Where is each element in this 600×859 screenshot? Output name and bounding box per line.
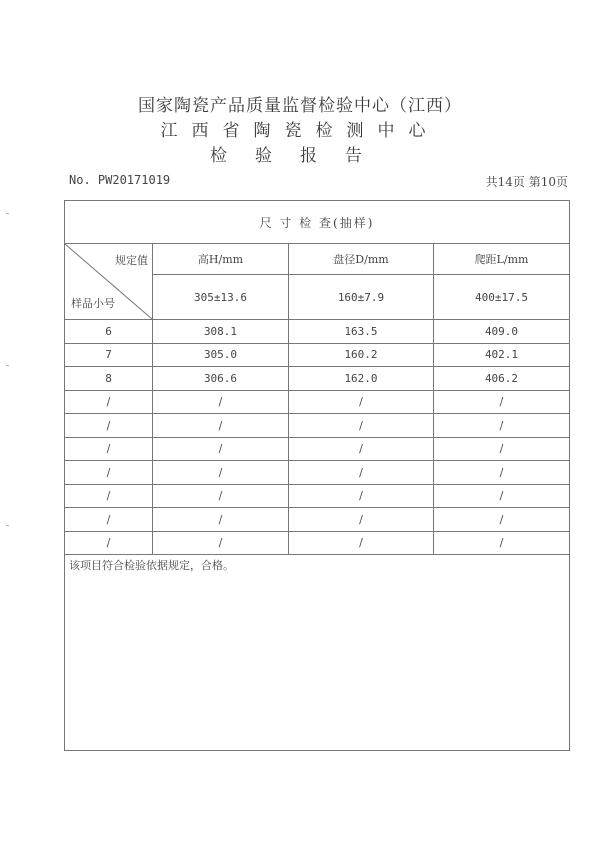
report-title-center: 国家陶瓷产品质量监督检验中心（江西）: [138, 96, 462, 116]
binding-mark: [6, 365, 9, 366]
sample-number-label: 样品小号: [71, 297, 115, 310]
creepage-value: 409.0: [434, 320, 570, 344]
diameter-value: /: [289, 390, 434, 414]
sample-number: 6: [65, 320, 153, 344]
diameter-value: /: [289, 437, 434, 461]
table-row: [65, 320, 570, 344]
creepage-value: /: [434, 508, 570, 532]
report-title-lab: 江西省陶瓷检测中心: [160, 121, 440, 141]
height-value: 306.6: [153, 367, 289, 391]
diagonal-header-cell: [65, 244, 153, 320]
sample-number: 7: [65, 343, 153, 367]
creepage-value: /: [434, 531, 570, 555]
diameter-value: /: [289, 461, 434, 485]
diameter-value: 162.0: [289, 367, 434, 391]
table-row: [65, 508, 570, 532]
column-header-diameter: 盘径D/mm: [289, 244, 434, 275]
height-value: /: [153, 484, 289, 508]
creepage-value: /: [434, 484, 570, 508]
diameter-value: 163.5: [289, 320, 434, 344]
height-value: /: [153, 461, 289, 485]
sample-number: /: [65, 414, 153, 438]
spec-diameter: 160±7.9: [289, 275, 434, 320]
sample-number: /: [65, 390, 153, 414]
spec-creepage: 400±17.5: [434, 275, 570, 320]
diameter-value: /: [289, 508, 434, 532]
spec-value-label: 规定值: [115, 254, 148, 267]
diameter-value: /: [289, 531, 434, 555]
height-value: /: [153, 390, 289, 414]
creepage-value: /: [434, 461, 570, 485]
creepage-value: /: [434, 390, 570, 414]
sample-number: /: [65, 531, 153, 555]
table-row: [65, 531, 570, 555]
diameter-value: /: [289, 484, 434, 508]
sample-number: /: [65, 437, 153, 461]
dimension-check-table: [64, 200, 570, 751]
table-row: [65, 414, 570, 438]
conclusion-text: 该项目符合检验依据规定，合格。: [65, 555, 570, 751]
table-row: [65, 367, 570, 391]
table-row: [65, 390, 570, 414]
table-row: [65, 484, 570, 508]
height-value: /: [153, 437, 289, 461]
table-row: [65, 343, 570, 367]
creepage-value: /: [434, 437, 570, 461]
sample-number: 8: [65, 367, 153, 391]
spec-height: 305±13.6: [153, 275, 289, 320]
page-indicator: 共14页 第10页: [485, 175, 568, 189]
creepage-value: 402.1: [434, 343, 570, 367]
sample-number: /: [65, 508, 153, 532]
column-header-height: 高H/mm: [153, 244, 289, 275]
report-number: No. PW20171019: [69, 173, 171, 187]
diameter-value: /: [289, 414, 434, 438]
creepage-value: /: [434, 414, 570, 438]
height-value: 308.1: [153, 320, 289, 344]
creepage-value: 406.2: [434, 367, 570, 391]
height-value: /: [153, 531, 289, 555]
sample-number: /: [65, 461, 153, 485]
table-caption: 尺 寸 检 查(抽样): [65, 201, 570, 244]
height-value: /: [153, 508, 289, 532]
diameter-value: 160.2: [289, 343, 434, 367]
binding-mark: [6, 213, 9, 214]
height-value: 305.0: [153, 343, 289, 367]
binding-mark: [6, 525, 9, 526]
sample-number: /: [65, 484, 153, 508]
table-row: [65, 461, 570, 485]
height-value: /: [153, 414, 289, 438]
column-header-creepage: 爬距L/mm: [434, 244, 570, 275]
table-row: [65, 437, 570, 461]
report-title-type: 检验报告: [210, 146, 390, 166]
